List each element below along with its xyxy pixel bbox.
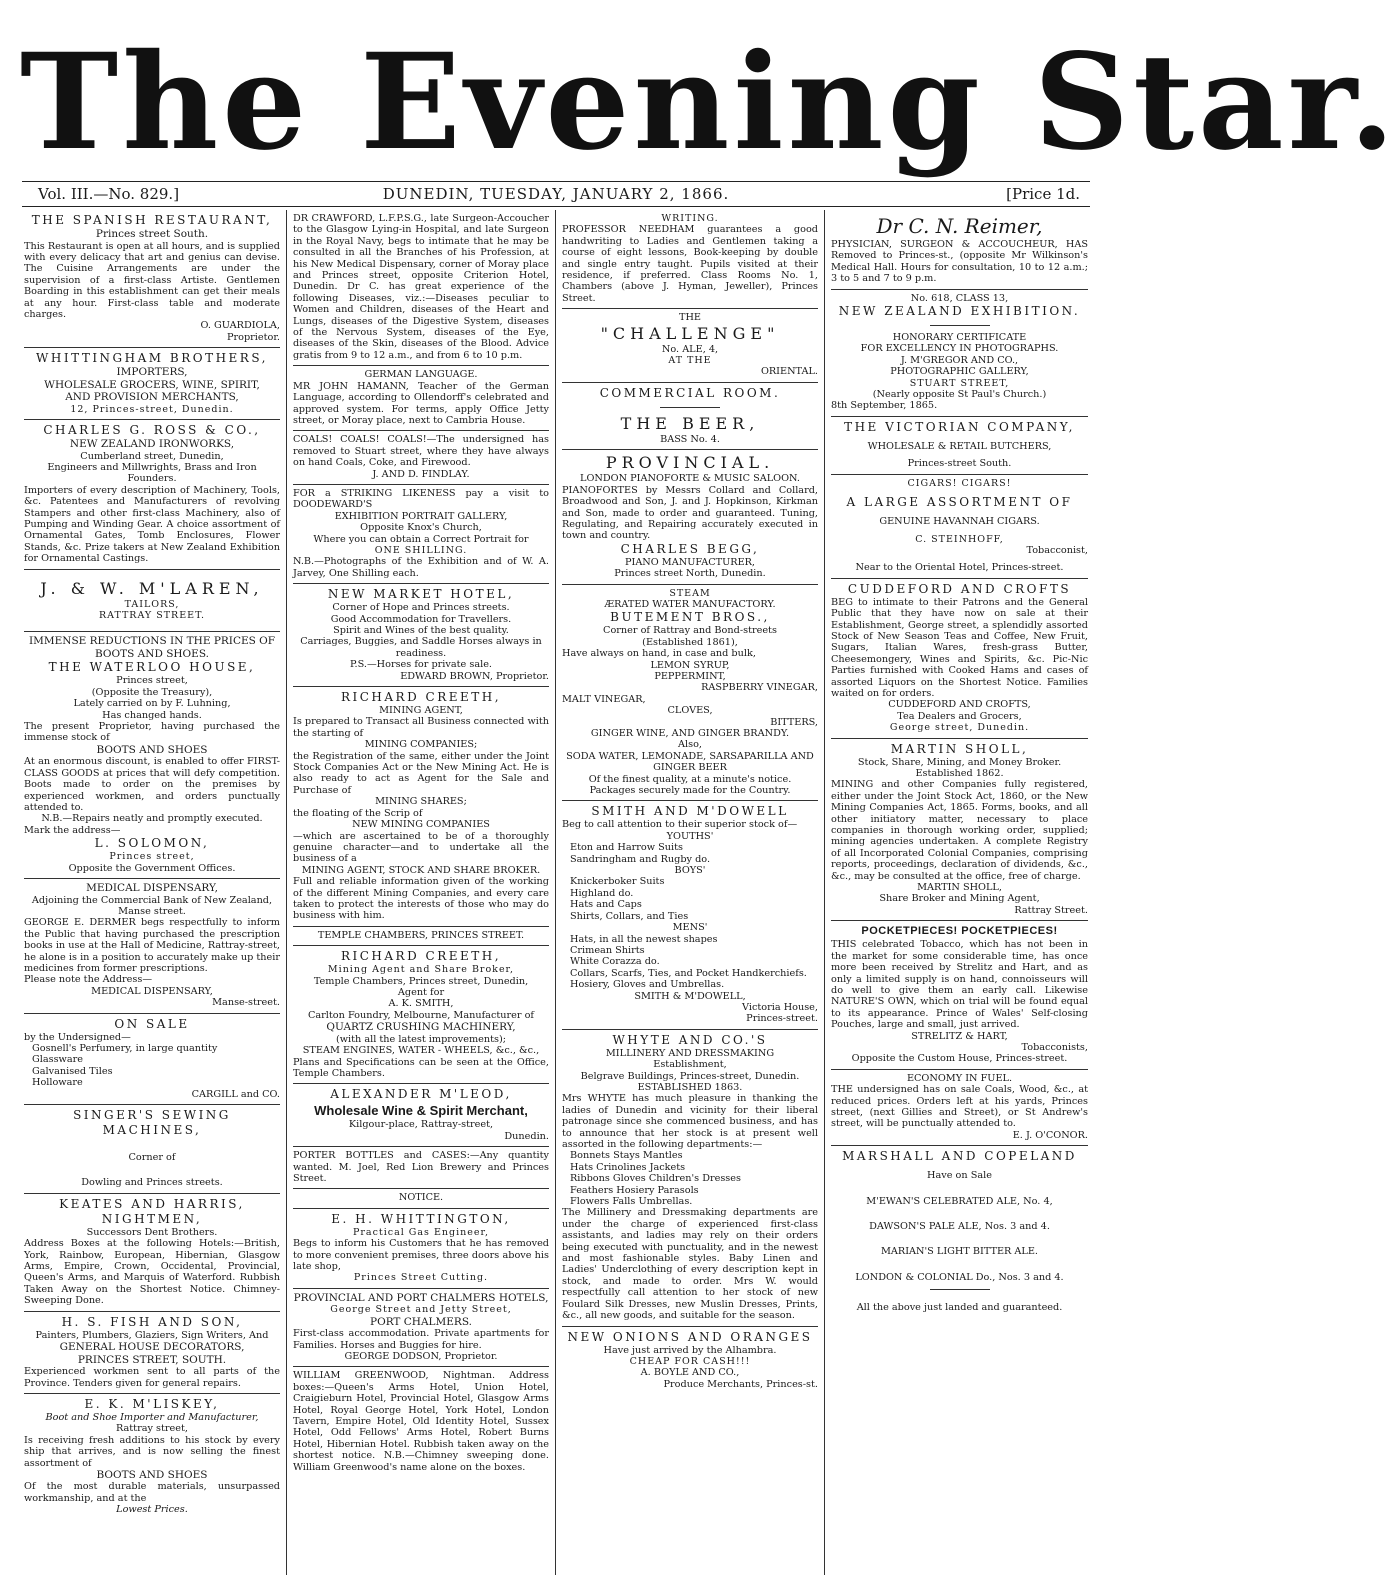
ad-mcliskey	[24, 1394, 280, 1520]
ad-line: PHOTOGRAPHIC GALLERY,	[890, 366, 1029, 378]
list-item: Collars, Scarfs, Ties, and Pocket Handkerchiefs.	[570, 967, 807, 979]
ad-line: MINING AGENT, STOCK AND SHARE BROKER.	[301, 864, 541, 876]
ad-line: BOOTS AND SHOES	[96, 1468, 208, 1481]
ad-line: FOR EXCELLENCY IN PHOTOGRAPHS.	[860, 343, 1059, 355]
ad-alexander-mleod	[293, 1084, 549, 1147]
list-item: MARIAN'S LIGHT BITTER ALE.	[881, 1246, 1038, 1258]
ad-line: Princes street North, Dunedin.	[614, 568, 766, 580]
ad-body: Begs to inform his Customers that he has removed to more convenient premises, three doors above his late shop,	[293, 1238, 549, 1272]
ad-line: Holloware	[32, 1077, 83, 1089]
ad-line: IMMENSE REDUCTIONS IN THE PRICES OF BOOTS AND SHOES.	[28, 635, 276, 660]
place-date: DUNEDIN, TUESDAY, JANUARY 2, 1866.	[382, 185, 730, 203]
ad-line: Wholesale Wine & Spirit Merchant,	[314, 1103, 528, 1119]
ad-line: Dowling and Princes streets.	[81, 1177, 223, 1189]
ad-line: Princes street,	[109, 851, 195, 863]
ad-signature: Tobacconists,	[1021, 1041, 1088, 1053]
ad-line: Tobacconist,	[1026, 544, 1088, 556]
ad-line: Establishment,	[653, 1059, 727, 1071]
ad-line: Glassware	[32, 1054, 83, 1066]
ad-heading: E. H. WHITTINGTON,	[331, 1211, 511, 1226]
ad-heading: POCKETPIECES! POCKETPIECES!	[861, 925, 1058, 938]
ad-heading: NEW ONIONS AND ORANGES	[567, 1329, 813, 1344]
ad-heading: E. K. M'LISKEY,	[84, 1396, 220, 1411]
ad-line: (with all the latest improvements);	[335, 1033, 507, 1045]
list-item: White Corazza do.	[570, 956, 660, 968]
ad-line: WHOLESALE GROCERS, WINE, SPIRIT,	[44, 378, 260, 391]
ad-mlaren	[24, 570, 280, 633]
ad-signature: Proprietor.	[226, 331, 280, 343]
ad-richard-creeth-broker	[293, 946, 549, 1084]
ad-line: Carriages, Buggies, and Saddle Horses always in readiness.	[300, 636, 542, 659]
ad-line: George Street and Jetty Street,	[330, 1304, 512, 1316]
ad-line: Belgrave Buildings, Princes-street, Dunedin.	[580, 1070, 800, 1082]
ad-signature: Opposite the Custom House, Princes-street.	[851, 1053, 1068, 1065]
ad-line: FOR a STRIKING LIKENESS pay a visit to DOODEWARD'S	[293, 487, 549, 511]
list-item: Hats Crinolines Jackets	[570, 1161, 686, 1173]
ad-signature: CARGILL and CO.	[191, 1088, 280, 1100]
ad-body: At an enormous discount, is enabled to offer FIRST-CLASS GOODS at prices that will defy competition. Boots made to order on the premises by experienced workmen, and orders punctually attended to.	[24, 756, 280, 813]
list-item: SODA WATER, LEMONADE, SARSAPARILLA AND GINGER BEER	[566, 750, 814, 774]
ad-line: Corner of Rattray and Bond-streets	[603, 625, 777, 637]
ad-line: GENERAL HOUSE DECORATORS,	[59, 1341, 245, 1354]
ad-line: EXHIBITION PORTRAIT GALLERY,	[334, 510, 508, 522]
ad-body: PORTER BOTTLES and CASES:—Any quantity wanted. M. Joel, Red Lion Brewery and Princes Street.	[293, 1150, 549, 1184]
ad-heading: TEMPLE CHAMBERS, PRINCES STREET.	[317, 929, 525, 941]
ad-line: ONE SHILLING.	[374, 544, 468, 556]
ad-heading: NOTICE.	[398, 1192, 444, 1204]
ad-smith-mdowell	[562, 801, 818, 1029]
ad-heading: NEW MARKET HOTEL,	[327, 587, 515, 602]
list-item: CLOVES,	[667, 705, 713, 717]
list-item: Highland do.	[570, 887, 634, 899]
ad-heading: J. & W. M'LAREN,	[40, 578, 264, 598]
ad-line: YOUTHS'	[666, 830, 714, 842]
column-1	[18, 210, 287, 1575]
ad-line: BOYS'	[674, 865, 706, 877]
ad-line: IMPORTERS,	[116, 366, 188, 379]
ad-body: Full and reliable information given of the working of the different Mining Companies, and every care taken to protect the interests of those who may do business with him.	[293, 876, 549, 922]
ad-line: WHOLESALE & RETAIL BUTCHERS,	[867, 440, 1052, 452]
ad-line: No. ALE, 4,	[661, 343, 719, 355]
ad-line: THE	[679, 312, 701, 324]
ad-line: N.B.—Repairs neatly and promptly executed.	[41, 813, 263, 825]
ad-line: LONDON PIANOFORTE & MUSIC SALOON.	[580, 473, 800, 485]
ad-whittington	[293, 1209, 549, 1289]
ad-line: ÆRATED WATER MANUFACTORY.	[604, 598, 776, 610]
ad-line: BASS No. 4.	[660, 433, 720, 445]
ad-heading: ALEXANDER M'LEOD,	[330, 1087, 512, 1102]
ad-line: AND PROVISION MERCHANTS,	[65, 391, 239, 404]
ad-line: (Established 1861),	[642, 636, 738, 648]
list-item: Hats and Caps	[570, 899, 642, 911]
price: [Price 1d.	[1006, 185, 1080, 203]
ad-ross-ironworks	[24, 420, 280, 570]
ad-signature: GEORGE DODSON, Proprietor.	[344, 1351, 498, 1362]
ad-line: Princes-street South.	[907, 458, 1012, 470]
list-item: Hats, in all the newest shapes	[570, 933, 718, 945]
ad-signature: EDWARD BROWN, Proprietor.	[400, 670, 549, 682]
ad-line: Practical Gas Engineer,	[352, 1226, 490, 1238]
ad-line: Successors Dent Brothers.	[86, 1226, 218, 1238]
ad-body: First-class accommodation. Private apartments for Families. Horses and Buggies for hire.	[293, 1328, 549, 1351]
ad-body: WILLIAM GREENWOOD, Nightman. Address boxes:—Queen's Arms Hotel, Union Hotel, Craigieburn Hotel, Provincial Hotel, Glasgow Arms Hotel, Royal George Hotel, York Hotel, London Tavern, Empire Hotel, Old Identity Hotel, Sussex Hotel, Odd Fellows' Arms Hotel, Robert Burns Hotel, Hibernian Hotel. Rubbish taken away on the shortest notice. N.B.—Chimney sweeping done. William Greenwood's name alone on the boxes.	[293, 1370, 549, 1473]
ad-signature: Produce Merchants, Princes-st.	[663, 1378, 818, 1390]
ad-heading: MARTIN SHOLL,	[890, 741, 1029, 756]
list-item: Feathers Hosiery Parasols	[570, 1184, 699, 1196]
ad-on-sale	[24, 1014, 280, 1105]
ad-line: PRINCES STREET, SOUTH.	[77, 1353, 227, 1366]
volume-number: Vol. III.—No. 829.]	[38, 185, 180, 203]
ad-heading: THE VICTORIAN COMPANY,	[844, 419, 1075, 434]
masthead-title: The Evening Star.	[20, 25, 1399, 180]
ad-line: AT THE	[668, 355, 712, 367]
ad-signature: J. AND D. FINDLAY.	[372, 468, 470, 480]
ad-line: 8th September, 1865.	[831, 400, 938, 412]
ad-line: GENUINE HAVANNAH CIGARS.	[879, 516, 1040, 528]
ad-line: MEDICAL DISPENSARY,	[91, 985, 213, 997]
ad-body: PROFESSOR NEEDHAM guarantees a good handwriting to Ladies and Gentlemen taking a course of eight lessons, Book-keeping by double and single entry taught. Pupils visited at their residence, if preferred. Class Rooms No. 1, Chambers (above J. Hyman, Jeweller), Princes Street.	[562, 224, 818, 304]
list-item: GINGER WINE, AND GINGER BRANDY.	[590, 728, 790, 739]
ad-new-market-hotel	[293, 584, 549, 687]
column-4	[825, 210, 1094, 1575]
ad-line: Princes street South.	[95, 228, 209, 240]
ad-body: PHYSICIAN, SURGEON & ACCOUCHEUR, HAS Removed to Princes-st., (opposite Mr Wilkinson's Medical Hall. Hours for consultation, 10 to 12 a.m.; 3 to 5 and 7 to 9 p.m.	[831, 239, 1088, 285]
ad-line: STEAM	[669, 587, 711, 599]
ad-line: P.S.—Horses for private sale.	[349, 659, 493, 671]
ad-line: QUARTZ CRUSHING MACHINERY,	[326, 1021, 516, 1034]
column-3	[556, 210, 825, 1575]
ad-challenge	[562, 309, 818, 383]
ad-body: Importers of every description of Machinery, Tools, &c. Patentees and Manufacturers of revolving Stampers and other first-class Machinery, also of Pumping and Winding Gear. A choice assortment of Ornamental Gates, Tomb Enclosures, Flower Stands, &c. Prize takers at New Zealand Exhibition for Ornamental Castings.	[24, 484, 280, 565]
ad-line: MILLINERY AND DRESSMAKING	[605, 1047, 775, 1059]
ad-heading: PROVINCIAL.	[605, 453, 775, 473]
ad-heading: THE WATERLOO HOUSE,	[48, 660, 256, 675]
ad-provincial-piano	[562, 450, 818, 584]
list-item: Ribbons Gloves Children's Dresses	[570, 1173, 741, 1185]
ad-line: Rattray street,	[116, 1423, 188, 1435]
list-item: Bonnets Stays Mantles	[570, 1150, 683, 1162]
ad-line: A. K. SMITH,	[388, 998, 454, 1010]
ad-waterloo-house	[24, 632, 280, 879]
ad-temple-chambers	[293, 927, 549, 946]
ad-dr-crawford	[293, 210, 549, 366]
ad-cigars	[831, 475, 1088, 579]
ad-line: Please note the Address—	[24, 974, 153, 986]
ad-line: Galvanised Tiles	[32, 1065, 113, 1077]
ad-line: Cumberland street, Dunedin,	[80, 450, 224, 462]
ad-heading: L. SOLOMON,	[94, 836, 210, 851]
ad-body: Is prepared to Transact all Business connected with the starting of	[293, 716, 549, 739]
ad-line: Where you can obtain a Correct Portrait for	[313, 533, 529, 545]
ad-william-greenwood	[293, 1367, 549, 1477]
ad-heading: CHARLES BEGG,	[620, 541, 760, 556]
ad-line: MINING COMPANIES;	[364, 739, 478, 751]
ad-portrait-gallery	[293, 485, 549, 584]
ad-german-language	[293, 366, 549, 431]
ad-heading: H. S. FISH AND SON,	[61, 1314, 243, 1329]
ad-line: Spirit and Wines of the best quality.	[333, 625, 509, 636]
ad-line: A LARGE ASSORTMENT OF	[846, 495, 1073, 510]
columns	[18, 210, 1094, 1575]
list-item: LEMON SYRUP,	[650, 659, 730, 671]
ad-line: Of the finest quality, at a minute's notice.	[588, 773, 792, 785]
ad-heading: WRITING.	[661, 213, 719, 224]
list-item: RASPBERRY VINEGAR,	[701, 682, 818, 694]
ad-line: (Opposite the Treasury),	[91, 686, 213, 698]
ad-notice	[293, 1189, 549, 1208]
ad-line: PORT CHALMERS.	[370, 1315, 472, 1328]
ad-line: Has changed hands.	[102, 709, 202, 721]
ad-signature: CUDDEFORD AND CROFTS,	[888, 699, 1031, 711]
ad-line: STEAM ENGINES, WATER - WHEELS, &c., &c.,	[302, 1045, 540, 1057]
ad-singer	[24, 1105, 280, 1194]
ad-body: THE undersigned has on sale Coals, Wood, &c., at reduced prices. Orders left at his yards, Princes street, (next Gillies and Street), or St Andrew's street, will be punctually attended to.	[831, 1084, 1088, 1130]
ad-line: Have on Sale	[927, 1170, 992, 1182]
ad-commercial-room	[562, 383, 818, 450]
ad-body: the floating of the Scrip of	[293, 807, 423, 819]
ad-line: Opposite Knox's Church,	[360, 522, 482, 534]
ad-fish-and-son	[24, 1312, 280, 1394]
ad-body: THIS celebrated Tobacco, which has not been in the market for some considerable time, has once more been received by Strelitz and Hart, and as only a limited supply is on hand, connoisseurs will do well to give them an early call. Likewise NATURE'S OWN, which on trial will be found equal to its appearance. Prince of Wales' Self-closing Pouches, large and small, just arrived.	[831, 939, 1088, 1031]
ad-line: Kilgour-place, Rattray-street,	[348, 1119, 494, 1131]
ad-line: Corner of	[128, 1152, 176, 1164]
ad-body: The Millinery and Dressmaking departments are under the charge of experienced first-class assistants, and ladies may rely on their orders being executed with punctuality, and in the newest and most fashionable styles. Baby Linen and Ladies' Underclothing of every description kept in stock, and made to order. Mrs W. would respectfully call attention to her stock of new Foulard Silk Dresses, new Muslin Dresses, Prints, &c., all new goods, and suitable for the season.	[562, 1207, 818, 1322]
ad-keates-harris	[24, 1194, 280, 1312]
dateline	[22, 181, 1090, 207]
ad-line: C. STEINHOFF,	[915, 533, 1004, 545]
list-item: M'EWAN'S CELEBRATED ALE, No. 4,	[866, 1195, 1053, 1207]
ad-body: the Registration of the same, either under the Joint Stock Companies Act or the New Mining Act. He is also ready to act as Agent for the Sale and Purchase of	[293, 750, 549, 796]
ad-body: COALS! COALS! COALS!—The undersigned has removed to Stuart street, where they have always on hand Coals, Coke, and Firewood.	[293, 434, 549, 469]
ad-whyte-and-co	[562, 1030, 818, 1327]
ad-heading: COMMERCIAL ROOM.	[599, 385, 781, 400]
list-item: DAWSON'S PALE ALE, Nos. 3 and 4.	[869, 1221, 1050, 1232]
ad-heading: SMITH AND M'DOWELL	[591, 804, 789, 819]
list-item: Knickerboker Suits	[570, 876, 665, 888]
ad-signature: Princes-street.	[746, 1013, 818, 1025]
ad-body: Plans and Specifications can be seen at the Office, Temple Chambers.	[293, 1056, 549, 1079]
list-item: Shirts, Collars, and Ties	[570, 910, 689, 922]
ad-body: Address Boxes at the following Hotels:—British, York, Rainbow, European, Hibernian, Glasgow Arms, Empire, Crown, Occidental, Provincial, Queen's Arms, and Marquis of Waterford. Rubbish Taken Away on the Shortest Notice. Chimney-Sweeping Done.	[24, 1238, 280, 1307]
list-item: PEPPERMINT,	[654, 670, 726, 682]
ad-heading: CUDDEFORD AND CROFTS	[847, 581, 1072, 596]
ad-line: RATTRAY STREET.	[98, 610, 206, 622]
list-item: MALT VINEGAR,	[562, 693, 646, 705]
ad-heading: GERMAN LANGUAGE.	[364, 369, 478, 381]
ad-signature: E. J. O'CONOR.	[1012, 1129, 1088, 1141]
ad-martin-sholl	[831, 739, 1088, 922]
ad-line: No. 618, CLASS 13,	[910, 292, 1009, 304]
ad-signature: Rattray Street.	[1014, 904, 1088, 916]
ad-signature: George street, Dunedin.	[889, 722, 1030, 734]
ad-line: TAILORS,	[124, 598, 180, 610]
list-item: BITTERS,	[770, 716, 818, 728]
ad-line: Adjoining the Commercial Bank of New Zealand, Manse street.	[31, 894, 273, 917]
ad-nz-exhibition	[831, 290, 1088, 417]
ad-line: Dunedin.	[504, 1130, 549, 1142]
ad-line: All the above just landed and guaranteed.	[856, 1302, 1063, 1314]
ad-spanish-restaurant	[24, 210, 280, 348]
ad-heading: MEDICAL DISPENSARY,	[86, 882, 218, 895]
ad-line: HONORARY CERTIFICATE	[892, 332, 1027, 344]
ad-line: Carlton Foundry, Melbourne, Manufacturer of	[307, 1009, 534, 1021]
ad-line: J. M'GREGOR AND CO.,	[900, 354, 1019, 366]
list-item: Crimean Shirts	[570, 944, 645, 956]
ad-dr-reimer	[831, 210, 1088, 290]
ad-line: Temple Chambers, Princes street, Dunedin,	[313, 975, 529, 987]
ad-victorian-company	[831, 417, 1088, 475]
ad-medical-dispensary	[24, 879, 280, 1014]
list-item: Flowers Falls Umbrellas.	[570, 1196, 693, 1208]
ad-signature: A. BOYLE AND CO.,	[640, 1367, 740, 1379]
ad-line: MINING AGENT,	[379, 705, 463, 717]
ad-signature: Tea Dealers and Grocers,	[897, 710, 1022, 722]
ad-line: Beg to call attention to their superior stock of—	[562, 819, 798, 831]
ad-line: Mining Agent and Share Broker,	[327, 964, 515, 976]
ad-heading: THE SPANISH RESTAURANT,	[31, 213, 273, 227]
ad-body: Mrs WHYTE has much pleasure in thanking the ladies of Dunedin and vicinity for their liberal patronage since she commenced business, and has to announce that her stock is at present well assorted in the following departments:—	[562, 1093, 818, 1150]
ad-line: ESTABLISHED 1863.	[637, 1081, 743, 1093]
ad-signature: Share Broker and Mining Agent,	[879, 893, 1040, 905]
ad-heading: ON SALE	[114, 1016, 190, 1031]
ad-line: Lately carried on by F. Luhning,	[73, 698, 231, 710]
ad-richard-creeth-mining	[293, 687, 549, 927]
column-2	[287, 210, 556, 1575]
ad-heading: MARSHALL AND COPELAND	[842, 1149, 1077, 1164]
ad-cuddeford-crofts	[831, 579, 1088, 739]
ad-heading: CIGARS! CIGARS!	[907, 477, 1012, 489]
ad-whittingham	[24, 348, 280, 420]
ad-line: Agent for	[397, 986, 445, 998]
ad-line: Manse-street.	[212, 997, 280, 1009]
ad-line: Packages securely made for the Country.	[589, 785, 791, 797]
ad-line: Engineers and Millwrights, Brass and Iron Founders.	[47, 461, 257, 485]
ad-line: by the Undersigned—	[24, 1031, 131, 1043]
ad-provincial-hotels	[293, 1289, 549, 1368]
ad-body: Is receiving fresh additions to his stock by every ship that arrives, and is now selling the finest assortment of	[24, 1434, 280, 1469]
ad-heading: RICHARD CREETH,	[340, 949, 502, 964]
ad-heading: PROVINCIAL AND PORT CHALMERS HOTELS,	[293, 1291, 549, 1304]
ad-coals	[293, 431, 549, 485]
ad-body: BEG to intimate to their Patrons and the General Public that they have now on sale at their Establishment, George street, a splendidly assorted Stock of New Season Teas and Coffee, New Fruit, Sugars, Italian Wares, fresh-grass Butter, Cheesemongery, Wines and Spirits, &c. Pic-Nic Parties furnished with Cooked Hams and cases of assorted Liquors on the Shortest Notice. Families waited on for orders.	[831, 596, 1088, 699]
ad-body: MR JOHN HAMANN, Teacher of the German Language, according to Ollendorff's celebrated and approved system. For terms, apply Office Jetty street, or Moray place, next to Cambria House.	[293, 380, 549, 426]
ad-pocketpieces	[831, 921, 1088, 1069]
ad-line: ORIENTAL.	[760, 366, 818, 378]
ad-body: Experienced workmen sent to all parts of the Province. Tenders given for general repairs.	[24, 1366, 280, 1389]
ad-body: The present Proprietor, having purchased the immense stock of	[24, 721, 280, 744]
ad-heading: THE BEER,	[620, 413, 760, 433]
ad-line: Lowest Prices.	[116, 1504, 188, 1516]
list-item: Hosiery, Gloves and Umbrellas.	[570, 979, 725, 991]
ad-marshall-copeland	[831, 1146, 1088, 1317]
ad-heading: ECONOMY IN FUEL.	[906, 1072, 1013, 1084]
ad-heading: CHARLES G. ROSS & CO.,	[43, 423, 261, 438]
ad-economy-fuel	[831, 1070, 1088, 1146]
ad-body: This Restaurant is open at all hours, and is supplied with every delicacy that art and genius can devise. The Cuisine Arrangements are under the supervision of a first-class Artiste. Gentlemen Boarding in this establishment can get their meals at any hour. First-class table and moderate charges.	[24, 240, 280, 320]
ad-porter-bottles	[293, 1147, 549, 1189]
ad-line: CHEAP FOR CASH!!!	[629, 1355, 751, 1367]
ad-body: PIANOFORTES by Messrs Collard and Collard, Broadwood and Son, J. and J. Hopkinson, Kirkman and Son, made to order and guaranteed. Tuning, Regulating, and Repairing accurately executed in town and country.	[562, 484, 818, 542]
ad-line: Princes Street Cutting.	[353, 1272, 489, 1284]
list-item: Sandringham and Rugby do.	[570, 853, 711, 865]
ad-line: Gosnell's Perfumery, in large quantity	[32, 1043, 218, 1054]
ad-line: Corner of Hope and Princes streets.	[332, 602, 510, 614]
ad-heading: WHYTE AND CO.'S	[612, 1032, 768, 1047]
ad-line: Painters, Plumbers, Glaziers, Sign Writers, And	[35, 1329, 269, 1341]
ad-heading: BUTEMENT BROS.,	[610, 610, 770, 625]
ad-line: Near to the Oriental Hotel, Princes-street.	[855, 562, 1064, 574]
ad-line: Opposite the Government Offices.	[68, 862, 236, 874]
ad-line: MENS'	[672, 922, 708, 934]
ad-onions-oranges	[562, 1327, 818, 1395]
ad-signature: MARTIN SHOLL,	[917, 882, 1002, 894]
ad-heading: KEATES AND HARRIS, NIGHTMEN,	[59, 1196, 245, 1226]
ad-butement-bros	[562, 585, 818, 802]
ad-line: (Nearly opposite St Paul's Church.)	[872, 389, 1047, 401]
ad-line: 12, Princes-street, Dunedin.	[70, 403, 234, 415]
list-item: Also,	[678, 739, 702, 751]
ad-line: Have just arrived by the Alhambra.	[603, 1344, 777, 1356]
ad-line: Good Accommodation for Travellers.	[330, 613, 512, 625]
ad-heading: RICHARD CREETH,	[340, 690, 502, 705]
ad-line: Mark the address—	[24, 824, 121, 836]
ad-body: Of the most durable materials, unsurpassed workmanship, and at the	[24, 1481, 280, 1504]
ad-heading: "CHALLENGE"	[600, 323, 780, 343]
ad-line: BOOTS AND SHOES	[96, 743, 208, 756]
ad-line: Princes street,	[116, 675, 188, 687]
ad-body: GEORGE E. DERMER begs respectfully to inform the Public that having purchased the prescription books in use at the Hall of Medicine, Rattray-street, he alone is in a position to accurately make up their medicines from former prescriptions.	[24, 917, 280, 974]
list-item: LONDON & COLONIAL Do., Nos. 3 and 4.	[855, 1271, 1064, 1283]
ad-line: Boot and Shoe Importer and Manufacturer,	[45, 1411, 259, 1423]
ad-line: MINING SHARES;	[375, 796, 467, 808]
ad-heading: Dr C. N. Reimer,	[876, 214, 1043, 238]
ad-line: Have always on hand, in case and bulk,	[562, 648, 756, 660]
ad-line: N.B.—Photographs of the Exhibition and of W. A. Jarvey, One Shilling each.	[293, 556, 549, 579]
list-item: Eton and Harrow Suits	[570, 842, 683, 854]
ad-signature: Victoria House,	[742, 1001, 818, 1013]
ad-body: —which are ascertained to be of a thoroughly genuine character—and to undertake all the business of a	[293, 830, 549, 865]
ad-line: Stock, Share, Mining, and Money Broker. Established 1862.	[857, 756, 1062, 779]
ad-signature: STRELITZ & HART,	[911, 1030, 1008, 1042]
ad-line: NEW MINING COMPANIES	[352, 819, 490, 831]
ad-line: PIANO MANUFACTURER,	[624, 556, 756, 568]
ad-writing	[562, 210, 818, 309]
ad-line: STUART STREET,	[909, 377, 1010, 389]
ad-heading: NEW ZEALAND EXHIBITION.	[838, 304, 1081, 319]
ad-body: DR CRAWFORD, L.F.P.S.G., late Surgeon-Accoucher to the Glasgow Lying-in Hospital, and late Surgeon in the Royal Navy, begs to intimate that he may be consulted in all the Branches of his Profession, at his New Medical Dispensary, corner of Moray place and Princes street, opposite Criterion Hotel, Dunedin. Dr C. has great experience of the following Diseases, viz.:—Diseases peculiar to Women and Children, diseases of the Heart and Lungs, diseases of the Digestive System, diseases of the Nervous System, diseases of the Eye, diseases of the Skin, diseases of the Blood. Advice gratis from 9 to 12 a.m., and from 6 to 10 p.m.	[293, 213, 549, 361]
ad-line: NEW ZEALAND IRONWORKS,	[69, 438, 235, 451]
ad-signature: SMITH & M'DOWELL,	[634, 990, 746, 1002]
ad-signature: O. GUARDIOLA,	[200, 320, 280, 332]
ad-body: MINING and other Companies fully registered, either under the Joint Stock Act, 1860, or the New Mining Companies Act, 1865. Forms, books, and all other initiatory matter, necessary to place companies in thorough working order, supplied; mining agencies undertaken. A complete Registry of all Incorporated Colonial Companies, comprising reports, proceedings, declaration of dividends, &c., &c., may be consulted at the office, free of charge.	[831, 779, 1088, 882]
ad-heading: WHITTINGHAM BROTHERS,	[36, 351, 268, 366]
ad-heading: SINGER'S SEWING MACHINES,	[73, 1108, 231, 1138]
